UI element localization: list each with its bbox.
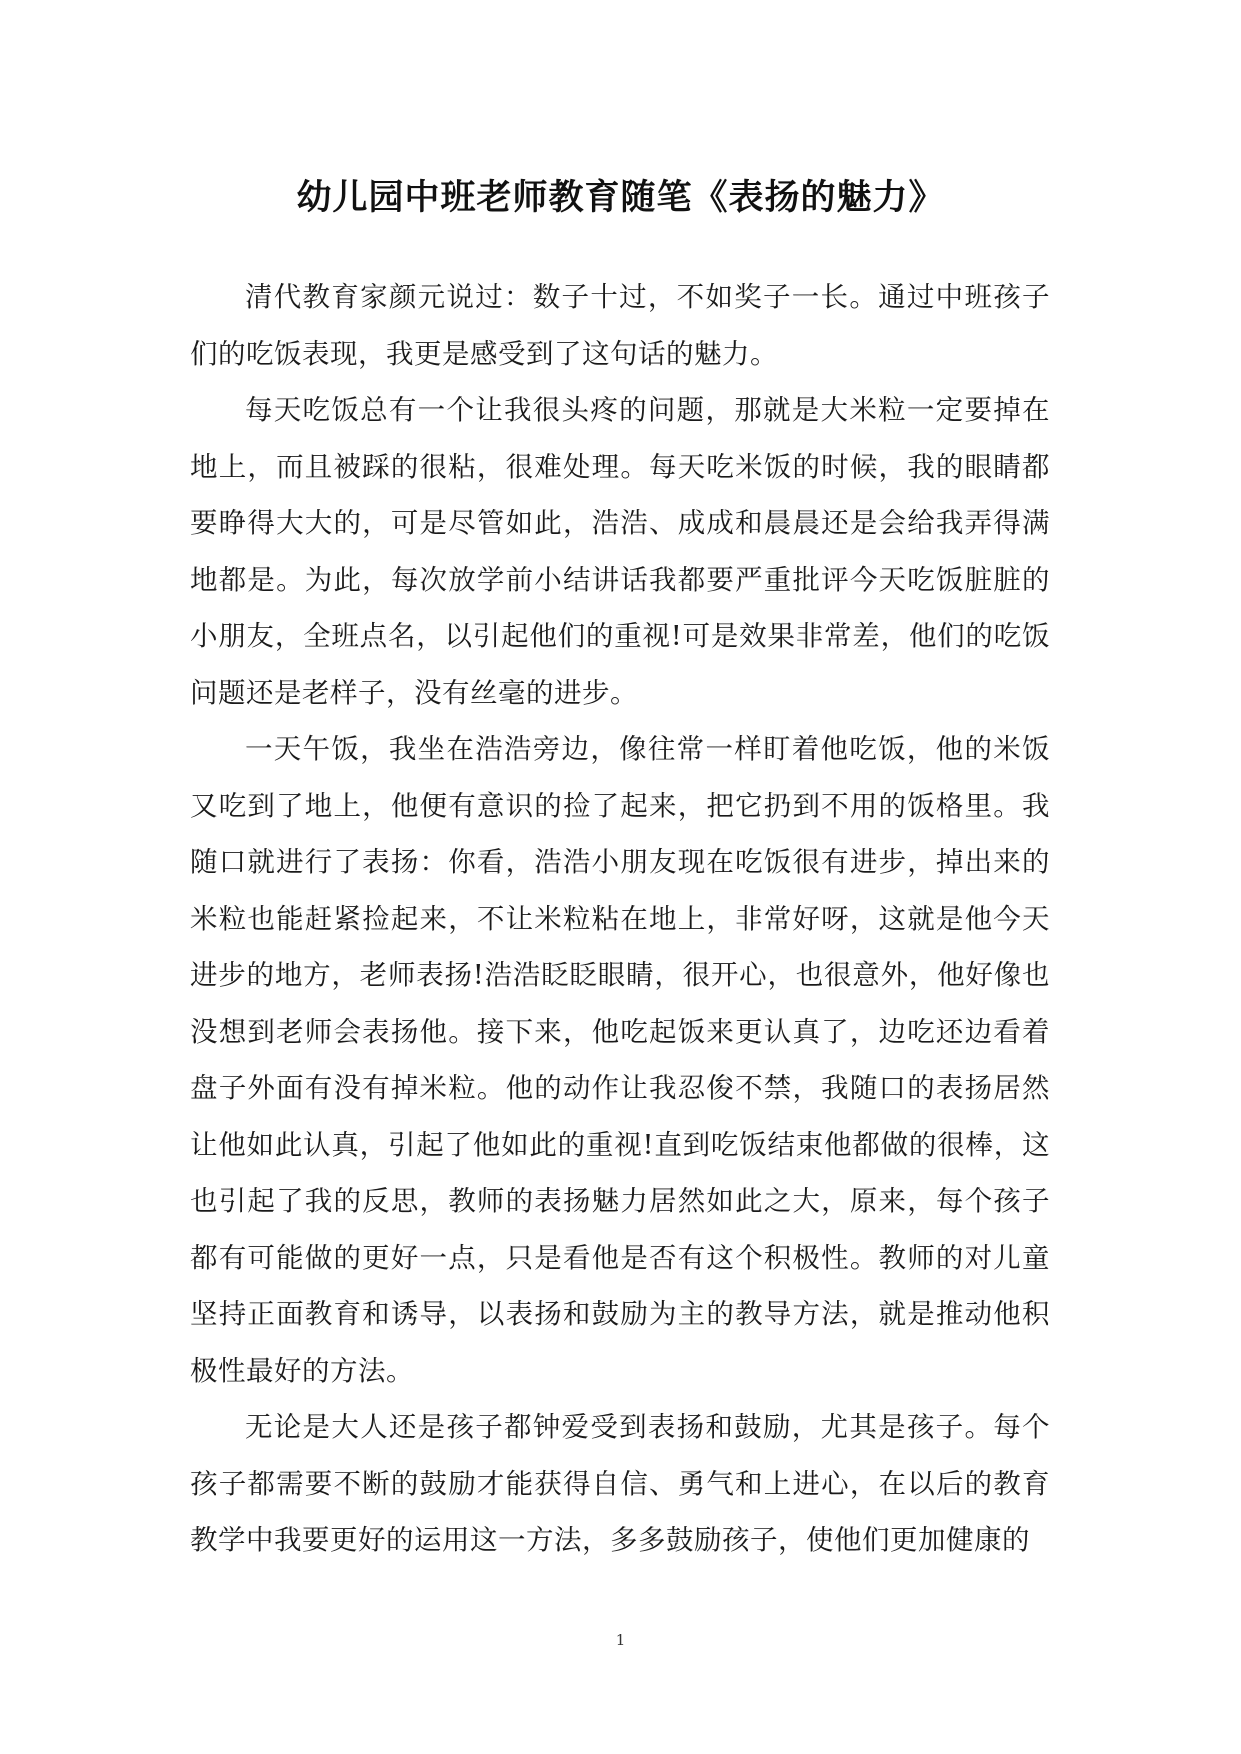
document-body bbox=[190, 269, 1050, 1569]
paragraph-3: 一天午饭，我坐在浩浩旁边，像往常一样盯着他吃饭，他的米饭又吃到了地上，他便有意识的捡了起来，把它扔到不用的饭格里。我随口就进行了表扬：你看，浩浩小朋友现在吃饭很有进步，掉出来的米粒也能赶紧捡起来，不让米粒粘在地上，非常好呀，这就是他今天进步的地方，老师表扬!浩浩眨眨眼睛，很开心，也很意外，他好像也没想到老师会表扬他。接下来，他吃起饭来更认真了，边吃还边看着盘子外面有没有掉米粒。他的动作让我忍俊不禁，我随口的表扬居然让他如此认真，引起了他如此的重视!直到吃饭结束他都做的很棒，这也引起了我的反思，教师的表扬魅力居然如此之大，原来，每个孩子都有可能做的更好一点，只是看他是否有这个积极性。教师的对儿童坚持正面教育和诱导，以表扬和鼓励为主的教导方法，就是推动他积极性最好的方法。 bbox=[190, 733, 1050, 1387]
document-title: 幼儿园中班老师教育随笔《表扬的魅力》 bbox=[296, 177, 945, 219]
paragraph-1: 清代教育家颜元说过：数子十过，不如奖子一长。通过中班孩子们的吃饭表现，我更是感受到了这句话的魅力。 bbox=[190, 281, 1050, 370]
page-number: 1 bbox=[615, 1631, 626, 1649]
paragraph-4: 无论是大人还是孩子都钟爱受到表扬和鼓励，尤其是孩子。每个孩子都需要不断的鼓励才能获得自信、勇气和上进心，在以后的教育教学中我要更好的运用这一方法，多多鼓励孩子，使他们更加健康的 bbox=[190, 1411, 1050, 1556]
paragraph-2: 每天吃饭总有一个让我很头疼的问题，那就是大米粒一定要掉在地上，而且被踩的很粘，很难处理。每天吃米饭的时候，我的眼睛都要睁得大大的，可是尽管如此，浩浩、成成和晨晨还是会给我弄得满地都是。为此，每次放学前小结讲话我都要严重批评今天吃饭脏脏的小朋友，全班点名，以引起他们的重视!可是效果非常差，他们的吃饭问题还是老样子，没有丝毫的进步。 bbox=[190, 394, 1050, 709]
